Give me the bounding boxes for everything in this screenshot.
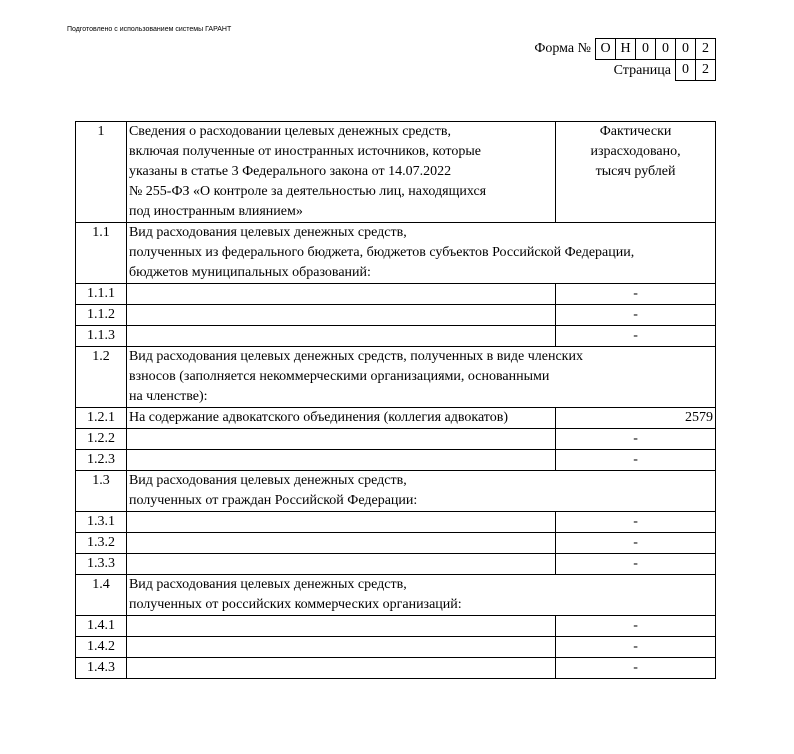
row-value: - xyxy=(556,616,716,637)
section-description xyxy=(126,223,715,284)
row-description xyxy=(126,450,555,471)
row-value: - xyxy=(556,658,716,679)
table-row xyxy=(76,616,716,637)
row-num: 1.3.2 xyxy=(76,533,127,554)
row-num: 1.1.3 xyxy=(76,326,127,347)
row-value: - xyxy=(556,554,716,575)
row-value: - xyxy=(556,533,716,554)
head-description-line: включая полученные от иностранных источников, которые xyxy=(128,144,481,159)
section-description-line: бюджетов муниципальных образований: xyxy=(128,265,371,280)
section-num: 1.4 xyxy=(76,575,127,616)
row-num: 1.3.3 xyxy=(76,554,127,575)
row-num: 1.2.2 xyxy=(76,429,127,450)
row-num: 1.4.2 xyxy=(76,637,127,658)
page-number-cell: 0 xyxy=(676,60,696,81)
head-description-line: № 255-ФЗ «О контроле за деятельностью лиц, находящихся xyxy=(128,184,487,199)
section-description-line: Вид расходования целевых денежных средств, xyxy=(128,577,407,592)
row-num: 1.1.2 xyxy=(76,305,127,326)
table-row xyxy=(76,450,716,471)
head-num: 1 xyxy=(76,122,127,223)
form-code-cell: 0 xyxy=(676,38,696,60)
table-row xyxy=(76,326,716,347)
page-number-cell: 2 xyxy=(696,60,716,81)
section-num: 1.2 xyxy=(76,347,127,408)
form-code-cell: Н xyxy=(616,38,636,60)
page-label: Страница xyxy=(613,62,671,78)
row-num: 1.2.3 xyxy=(76,450,127,471)
row-value: 2579 xyxy=(556,408,716,429)
section-description xyxy=(126,575,715,616)
head-description-line: Сведения о расходовании целевых денежных средств, xyxy=(128,124,452,139)
row-value: - xyxy=(556,429,716,450)
table-row xyxy=(76,429,716,450)
row-description xyxy=(126,326,555,347)
row-num: 1.1.1 xyxy=(76,284,127,305)
section-description-line: Вид расходования целевых денежных средств, полученных в виде членских xyxy=(128,349,583,364)
page-number xyxy=(614,60,716,81)
form-label: Форма № xyxy=(534,41,591,56)
section-description-line: полученных из федерального бюджета, бюджетов субъектов Российской Федерации, xyxy=(128,245,635,260)
row-num: 1.4.3 xyxy=(76,658,127,679)
page-number-cells xyxy=(675,60,716,81)
section-description-line: полученных от российских коммерческих организаций: xyxy=(128,597,462,612)
section-num: 1.1 xyxy=(76,223,127,284)
row-description: На содержание адвокатского объединения (коллегия адвокатов) xyxy=(126,408,555,429)
table-row xyxy=(76,554,716,575)
row-value: - xyxy=(556,326,716,347)
section-description xyxy=(126,347,715,408)
row-description xyxy=(126,305,555,326)
table-row xyxy=(76,533,716,554)
row-description xyxy=(126,658,555,679)
row-description xyxy=(126,533,555,554)
row-value: - xyxy=(556,512,716,533)
section-row xyxy=(76,347,716,408)
section-description-line: на членстве): xyxy=(128,389,208,404)
row-value: - xyxy=(556,637,716,658)
row-description xyxy=(126,512,555,533)
expenditure-table xyxy=(75,121,716,679)
head-description-line: указаны в статье 3 Федерального закона от 14.07.2022 xyxy=(128,164,452,179)
table-row xyxy=(76,658,716,679)
section-description-line: полученных от граждан Российской Федерации: xyxy=(128,493,418,508)
row-description xyxy=(126,616,555,637)
table-row xyxy=(76,305,716,326)
section-description-line: Вид расходования целевых денежных средств, xyxy=(128,473,407,488)
form-code-cell: 0 xyxy=(636,38,656,60)
row-value: - xyxy=(556,284,716,305)
head-value xyxy=(556,122,716,223)
section-row xyxy=(76,223,716,284)
form-code-cell: О xyxy=(596,38,616,60)
head-value-line: Фактически xyxy=(599,124,672,139)
row-value: - xyxy=(556,450,716,471)
row-value: - xyxy=(556,305,716,326)
row-description xyxy=(126,554,555,575)
section-description xyxy=(126,471,715,512)
section-num: 1.3 xyxy=(76,471,127,512)
head-value-line: тысяч рублей xyxy=(595,164,676,179)
table-row xyxy=(76,637,716,658)
section-row xyxy=(76,575,716,616)
form-code-cells xyxy=(595,38,716,60)
table-head-row xyxy=(76,122,716,223)
row-description xyxy=(126,284,555,305)
row-description xyxy=(126,637,555,658)
head-description xyxy=(126,122,555,223)
form-code-cell: 2 xyxy=(696,38,716,60)
table-row xyxy=(76,512,716,533)
prepared-note: Подготовлено с использованием системы ГАРАНТ xyxy=(67,26,232,33)
row-num: 1.3.1 xyxy=(76,512,127,533)
table-row xyxy=(76,284,716,305)
section-description-line: взносов (заполняется некоммерческими организациями, основанными xyxy=(128,369,550,384)
row-num: 1.2.1 xyxy=(76,408,127,429)
row-num: 1.4.1 xyxy=(76,616,127,637)
form-code-cell: 0 xyxy=(656,38,676,60)
section-row xyxy=(76,471,716,512)
row-description xyxy=(126,429,555,450)
head-value-line: израсходовано, xyxy=(590,144,681,159)
form-number xyxy=(534,38,716,60)
table-row xyxy=(76,408,716,429)
head-description-line: под иностранным влиянием» xyxy=(128,204,303,219)
section-description-line: Вид расходования целевых денежных средств, xyxy=(128,225,407,240)
